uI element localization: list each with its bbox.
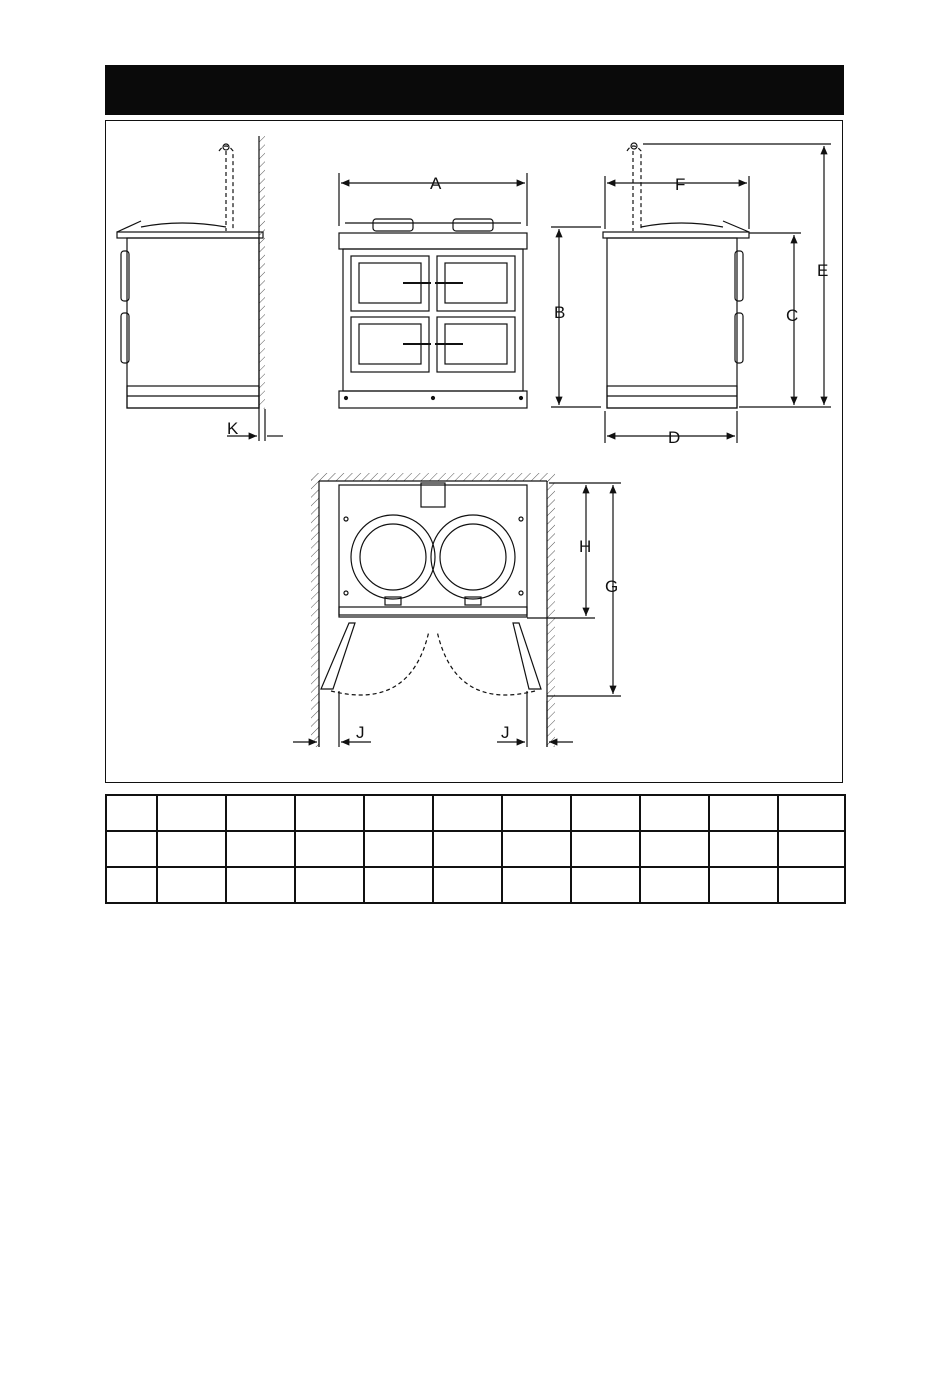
- table-cell: [364, 831, 433, 867]
- label-b: B: [554, 303, 566, 322]
- table-cell: [640, 831, 709, 867]
- table-cell: [226, 867, 295, 903]
- table-cell: [433, 831, 502, 867]
- label-a: A: [430, 174, 442, 193]
- label-k: K: [227, 419, 239, 438]
- label-h: H: [579, 537, 592, 556]
- table-row: [106, 831, 845, 867]
- plan-view: [293, 473, 621, 747]
- table-cell: [640, 795, 709, 831]
- table-cell: [502, 831, 571, 867]
- table-cell: [571, 867, 640, 903]
- table-cell: [709, 795, 778, 831]
- table-cell: [106, 795, 157, 831]
- table-cell: [364, 867, 433, 903]
- table-cell: [709, 831, 778, 867]
- table-cell: [295, 795, 364, 831]
- table-cell: [709, 867, 778, 903]
- table-cell: [106, 867, 157, 903]
- table-cell: [433, 795, 502, 831]
- table-cell: [226, 795, 295, 831]
- table-cell: [433, 867, 502, 903]
- table-cell: [157, 867, 226, 903]
- table-cell: [295, 831, 364, 867]
- table-cell: [502, 867, 571, 903]
- right-side-view: [603, 143, 831, 443]
- label-c: C: [786, 306, 799, 325]
- label-g: G: [605, 577, 619, 596]
- table-cell: [571, 831, 640, 867]
- table-cell: [778, 867, 845, 903]
- label-f: F: [675, 175, 686, 194]
- left-side-view: [117, 136, 283, 441]
- table-row: [106, 795, 845, 831]
- table-cell: [295, 867, 364, 903]
- label-e: E: [817, 261, 829, 280]
- dimensions-table: [105, 794, 846, 904]
- table-cell: [778, 831, 845, 867]
- label-j-right: J: [501, 723, 510, 742]
- dimension-diagram: [105, 120, 843, 783]
- table-cell: [106, 831, 157, 867]
- table-cell: [157, 795, 226, 831]
- label-j-left: J: [356, 723, 365, 742]
- label-d: D: [668, 428, 681, 447]
- table-cell: [364, 795, 433, 831]
- table-cell: [157, 831, 226, 867]
- table-cell: [226, 831, 295, 867]
- table-cell: [571, 795, 640, 831]
- table-row: [106, 867, 845, 903]
- table-cell: [502, 795, 571, 831]
- table-cell: [778, 795, 845, 831]
- front-view: [339, 173, 527, 408]
- table-cell: [640, 867, 709, 903]
